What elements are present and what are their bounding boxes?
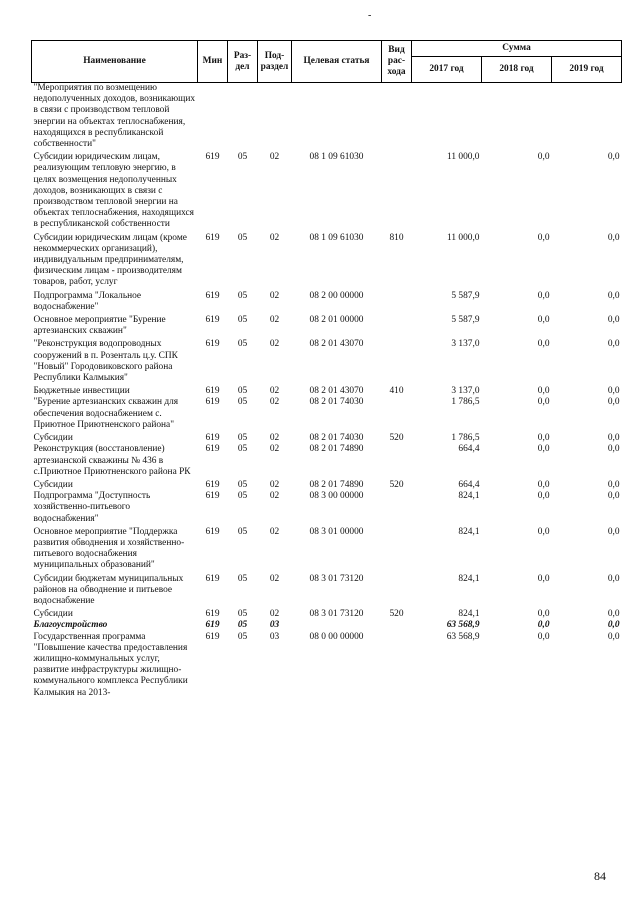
row-expense-type: 520: [389, 479, 404, 490]
table-row: [32, 397, 622, 431]
row-podrazdel: 02: [269, 526, 280, 537]
row-sum-2017: 5 587,9: [451, 315, 480, 326]
row-target-article: 08 2 01 74030: [309, 433, 364, 444]
row-min: 619: [205, 232, 220, 243]
row-name: Основное мероприятие "Бурение артезианских скважин": [33, 315, 166, 337]
row-min: 619: [205, 573, 220, 584]
row-sum-2019: 0,0: [607, 386, 620, 397]
row-sum-2019: 0,0: [607, 620, 620, 631]
row-target-article: 08 1 09 61030: [309, 232, 364, 243]
table-row: [32, 444, 622, 478]
page-top-mark: -: [368, 10, 372, 21]
row-target-article: 08 2 01 43070: [309, 339, 364, 350]
row-min: 619: [205, 491, 220, 502]
row-podrazdel: 03: [269, 620, 280, 631]
row-sum-2018: 0,0: [537, 479, 550, 490]
row-podrazdel: 02: [269, 315, 280, 326]
row-sum-2019: 0,0: [607, 491, 620, 502]
row-expense-type: [382, 491, 412, 525]
row-sum-2018: 0,0: [537, 315, 550, 326]
row-min: 619: [205, 479, 220, 490]
col-header-sum: Сумма: [412, 41, 622, 57]
row-target-article: 08 2 01 74030: [309, 397, 364, 408]
row-sum-2017: 824,1: [458, 573, 480, 584]
row-sum-2018: 0,0: [537, 433, 550, 444]
row-razdel: 05: [237, 620, 248, 631]
row-name: "Бурение артезианских скважин для обеспечения водоснабжением с. Приютное Приютненского района": [33, 397, 179, 430]
row-razdel: 05: [237, 232, 248, 243]
row-sum-2018: [482, 83, 552, 151]
row-razdel: 05: [237, 290, 248, 301]
row-sum-2018: 0,0: [537, 386, 550, 397]
row-razdel: 05: [237, 631, 248, 642]
row-sum-2019: 0,0: [607, 479, 620, 490]
row-podrazdel: 02: [269, 397, 280, 408]
row-name: Подпрограмма "Доступность хозяйственно-питьевого водоснабжения": [33, 491, 151, 524]
row-min: 619: [205, 386, 220, 397]
row-razdel: 05: [237, 315, 248, 326]
row-target-article: 08 2 01 74890: [309, 444, 364, 455]
row-sum-2019: 0,0: [607, 397, 620, 408]
row-min: 619: [205, 290, 220, 301]
table-row: [32, 491, 622, 525]
row-podrazdel: 02: [269, 290, 280, 301]
row-sum-2019: 0,0: [607, 152, 620, 163]
table-row: [32, 431, 622, 444]
row-expense-type: [382, 337, 412, 384]
row-podrazdel: 02: [269, 152, 280, 163]
col-header-2019: 2019 год: [552, 57, 622, 83]
row-name: Субсидии: [33, 609, 73, 620]
row-sum-2017: 63 568,9: [446, 620, 480, 631]
row-expense-type: [382, 397, 412, 431]
col-header-razdel: Раз-дел: [228, 41, 258, 83]
row-razdel: 05: [237, 397, 248, 408]
table-row: [32, 478, 622, 491]
row-sum-2018: 0,0: [537, 526, 550, 537]
col-header-expense-type: Вид рас-хода: [382, 41, 412, 83]
row-sum-2018: 0,0: [537, 339, 550, 350]
row-target-article: 08 2 01 43070: [309, 386, 364, 397]
row-name: Субсидии бюджетам муниципальных районов на обводнение и питьевое водоснабжение: [33, 573, 184, 606]
page-number: 84: [594, 869, 606, 883]
row-razdel: 05: [237, 479, 248, 490]
row-podrazdel: 02: [269, 573, 280, 584]
row-expense-type: [382, 632, 412, 699]
row-sum-2019: [552, 83, 622, 151]
row-target-article: 08 3 00 00000: [309, 491, 364, 502]
row-razdel: 05: [237, 339, 248, 350]
row-min: 619: [205, 631, 220, 642]
row-expense-type: [382, 525, 412, 572]
row-name: Субсидии юридическим лицам, реализующим тепловую энергию, в целях возмещения недополученных доходов, возникающих в связи с производством тепловой энергии на объектах теплоснабжения, находящихся в республиканской собственности: [33, 152, 194, 230]
row-sum-2017: 824,1: [458, 491, 480, 502]
col-header-name: Наименование: [32, 41, 198, 83]
row-sum-2019: 0,0: [607, 573, 620, 584]
col-header-target-article: Целевая статья: [292, 41, 382, 83]
row-sum-2019: 0,0: [607, 290, 620, 301]
row-expense-type: 410: [389, 386, 404, 397]
col-header-min: Мин: [198, 41, 228, 83]
row-name: Основное мероприятие "Поддержка развития обводнения и хозяйственно-питьевого водоснабжения муниципальных образований": [33, 526, 185, 571]
row-razdel: [228, 83, 258, 151]
row-sum-2017: 664,4: [458, 444, 480, 455]
table-row: [32, 83, 622, 151]
row-target-article: 08 2 01 00000: [309, 315, 364, 326]
row-sum-2017: 3 137,0: [451, 339, 480, 350]
row-razdel: 05: [237, 526, 248, 537]
table-row: [32, 289, 622, 313]
table-row: [32, 384, 622, 397]
row-podrazdel: 02: [269, 444, 280, 455]
row-razdel: 05: [237, 573, 248, 584]
row-sum-2017: 63 568,9: [446, 631, 480, 642]
row-sum-2018: 0,0: [537, 491, 550, 502]
row-expense-type: [382, 444, 412, 478]
row-sum-2018: 0,0: [537, 609, 550, 620]
row-name: Благоустройство: [33, 620, 108, 631]
row-sum-2018: 0,0: [537, 620, 550, 631]
table-row: [32, 525, 622, 572]
row-podrazdel: [258, 83, 292, 151]
row-expense-type: [382, 620, 412, 631]
row-expense-type: [382, 83, 412, 151]
row-expense-type: [382, 150, 412, 230]
row-sum-2017: 11 000,0: [447, 232, 480, 243]
row-sum-2017: 1 786,5: [451, 433, 480, 444]
col-header-2018: 2018 год: [482, 57, 552, 83]
row-name: Подпрограмма "Локальное водоснабжение": [33, 290, 142, 312]
table-row: [32, 620, 622, 631]
col-header-2017: 2017 год: [412, 57, 482, 83]
row-sum-2017: 1 786,5: [451, 397, 480, 408]
row-min: [198, 83, 228, 151]
row-min: 619: [205, 152, 220, 163]
col-header-podrazdel: Под-раздел: [258, 41, 292, 83]
table-row: [32, 607, 622, 620]
row-min: 619: [205, 620, 220, 631]
row-min: 619: [205, 526, 220, 537]
row-name: Субсидии: [33, 479, 73, 490]
row-razdel: 05: [237, 433, 248, 444]
row-name: Субсидии: [33, 433, 73, 444]
row-razdel: 05: [237, 444, 248, 455]
row-target-article: 08 3 01 00000: [309, 526, 364, 537]
row-sum-2018: 0,0: [537, 232, 550, 243]
row-sum-2019: 0,0: [607, 526, 620, 537]
row-sum-2017: 664,4: [458, 479, 480, 490]
row-razdel: 05: [237, 152, 248, 163]
row-sum-2017: 11 000,0: [447, 152, 480, 163]
row-razdel: 05: [237, 609, 248, 620]
row-sum-2017: 824,1: [458, 526, 480, 537]
row-target-article: 08 2 00 00000: [309, 290, 364, 301]
row-sum-2017: 824,1: [458, 609, 480, 620]
row-target-article: 08 1 09 61030: [309, 152, 364, 163]
row-expense-type: [382, 313, 412, 337]
row-podrazdel: 02: [269, 386, 280, 397]
row-razdel: 05: [237, 491, 248, 502]
table-row: [32, 150, 622, 230]
row-sum-2018: 0,0: [537, 290, 550, 301]
row-sum-2018: 0,0: [537, 444, 550, 455]
row-min: 619: [205, 444, 220, 455]
row-target-article: 08 3 01 73120: [309, 609, 364, 620]
row-target-article: 08 2 01 74890: [309, 479, 364, 490]
row-target-article: 08 0 00 00000: [309, 631, 364, 642]
row-podrazdel: 02: [269, 433, 280, 444]
row-sum-2018: 0,0: [537, 631, 550, 642]
row-sum-2017: [412, 83, 482, 151]
row-name: "Реконструкция водопроводных сооружений в п. Розенталь ц.у. СПК "Новый" Городовиковского района Республики Калмыкия": [33, 339, 178, 384]
row-sum-2019: 0,0: [607, 444, 620, 455]
row-sum-2017: 3 137,0: [451, 386, 480, 397]
row-sum-2018: 0,0: [537, 152, 550, 163]
row-expense-type: 810: [389, 232, 404, 243]
row-sum-2017: 5 587,9: [451, 290, 480, 301]
row-razdel: 05: [237, 386, 248, 397]
table-row: [32, 632, 622, 699]
row-min: 619: [205, 339, 220, 350]
table-row: [32, 572, 622, 608]
row-name: Субсидии юридическим лицам (кроме некоммерческих организаций), индивидуальным предпринимателям, физическим лицам - производителям товаров, работ, услуг: [33, 232, 187, 288]
row-sum-2018: 0,0: [537, 573, 550, 584]
row-name: Бюджетные инвестиции: [33, 386, 130, 397]
row-sum-2019: 0,0: [607, 315, 620, 326]
row-min: 619: [205, 315, 220, 326]
table-row: [32, 231, 622, 289]
row-podrazdel: 02: [269, 491, 280, 502]
row-expense-type: 520: [389, 609, 404, 620]
row-min: 619: [205, 433, 220, 444]
row-expense-type: 520: [389, 433, 404, 444]
row-target-article: [292, 620, 382, 631]
row-sum-2019: 0,0: [607, 631, 620, 642]
row-sum-2019: 0,0: [607, 609, 620, 620]
row-min: 619: [205, 609, 220, 620]
row-expense-type: [382, 572, 412, 608]
budget-table: [31, 40, 622, 699]
row-name: "Мероприятия по возмещению недополученных доходов, возникающих в связи с производством тепловой энергии на объектах теплоснабжения, находящихся в республиканской собственности": [33, 83, 196, 150]
row-podrazdel: 02: [269, 339, 280, 350]
row-sum-2018: 0,0: [537, 397, 550, 408]
row-podrazdel: 02: [269, 479, 280, 490]
row-target-article: [292, 83, 382, 151]
row-min: 619: [205, 397, 220, 408]
row-podrazdel: 03: [269, 631, 280, 642]
row-sum-2019: 0,0: [607, 339, 620, 350]
table-row: [32, 313, 622, 337]
table-row: [32, 337, 622, 384]
row-sum-2019: 0,0: [607, 433, 620, 444]
row-expense-type: [382, 289, 412, 313]
row-sum-2019: 0,0: [607, 232, 620, 243]
row-target-article: 08 3 01 73120: [309, 573, 364, 584]
row-podrazdel: 02: [269, 609, 280, 620]
row-podrazdel: 02: [269, 232, 280, 243]
row-name: Реконструкция (восстановление) артезианской скважины № 436 в с.Приютное Приютненского района РК: [33, 444, 191, 477]
row-name: Государственная программа "Повышение качества предоставления жилищно-коммунальных услуг, развитие инфраструктуры жилищно-коммунального комплекса Республики Калмыкия на 2013-: [33, 631, 188, 698]
